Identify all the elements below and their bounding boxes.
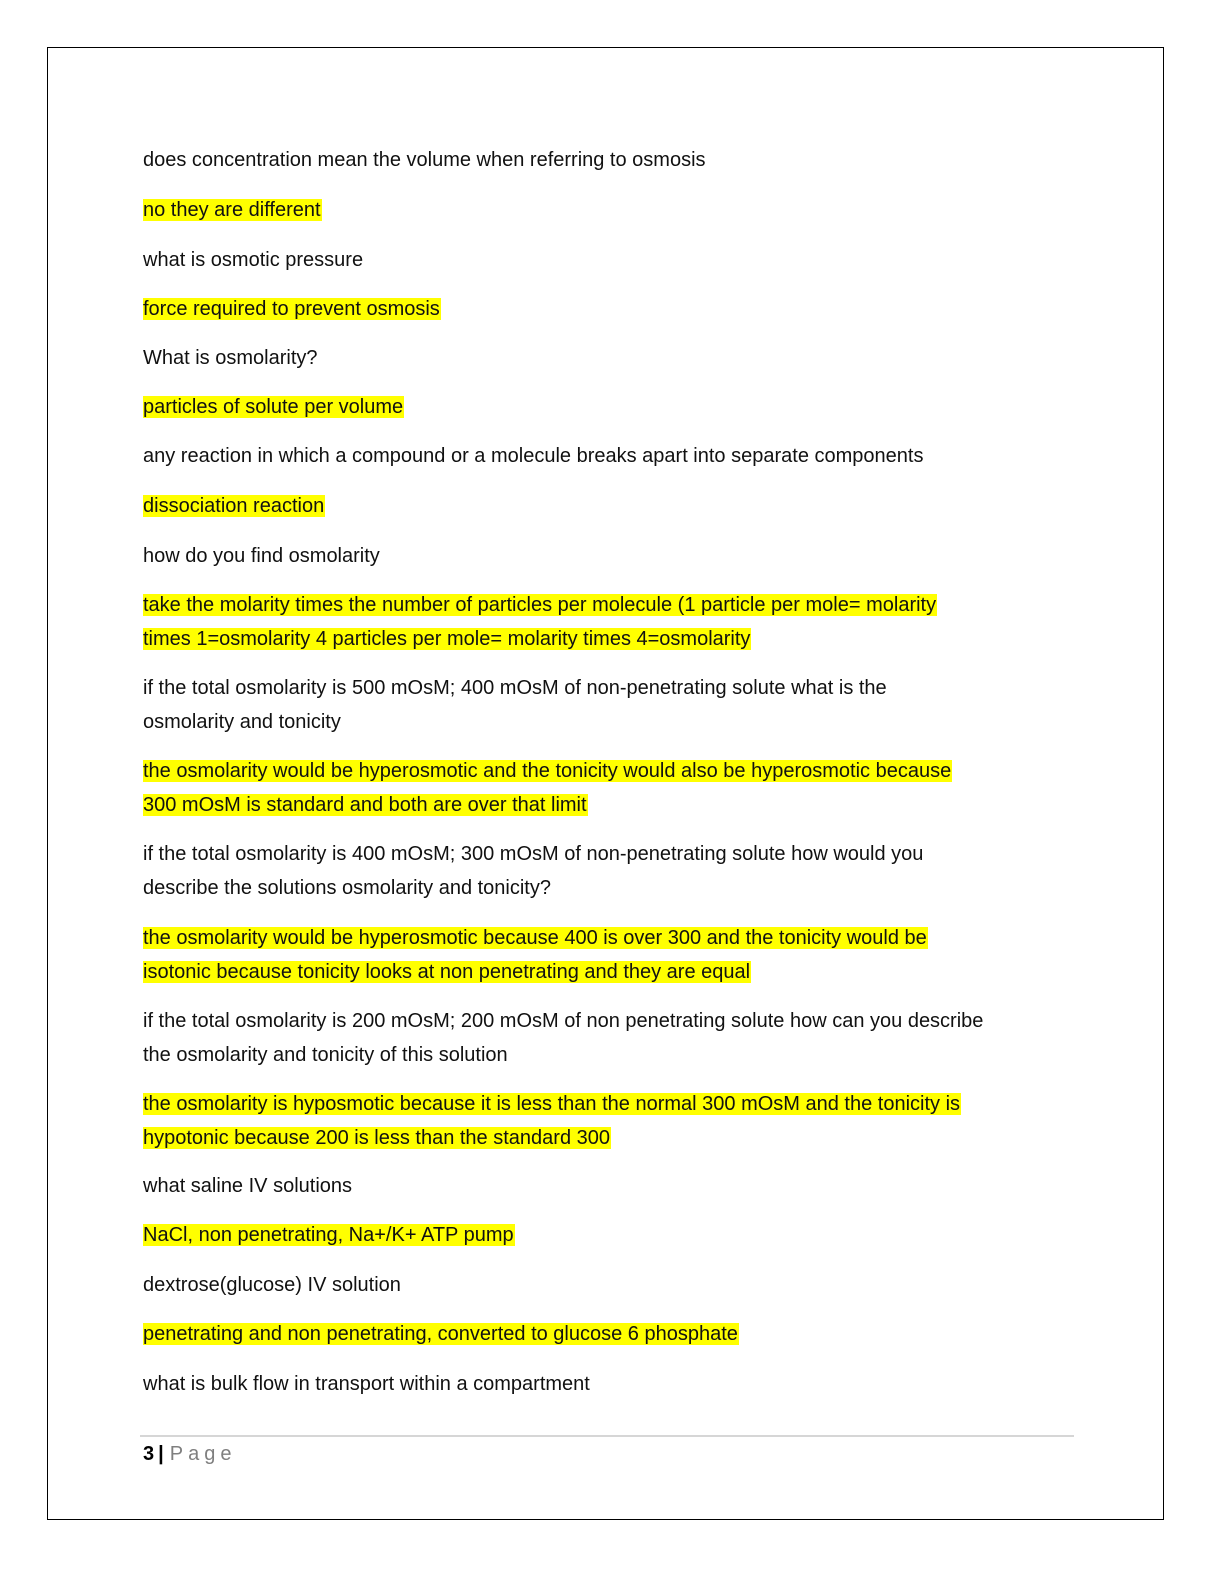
- question-line: [143, 541, 380, 571]
- text: osmolarity and tonicity: [143, 711, 341, 733]
- question-line: [143, 1171, 352, 1201]
- question-line: [143, 245, 363, 275]
- highlighted-text: no they are different: [143, 199, 321, 221]
- footer-divider: [140, 1435, 1074, 1437]
- text: does concentration mean the volume when referring to osmosis: [143, 149, 706, 171]
- highlighted-text: dissociation reaction: [143, 495, 325, 517]
- question-line: [143, 1270, 401, 1300]
- question-line: [143, 873, 551, 903]
- answer-line: [143, 1319, 739, 1349]
- question-line: [143, 145, 706, 175]
- highlighted-text: penetrating and non penetrating, converted to glucose 6 phosphate: [143, 1323, 738, 1345]
- question-line: [143, 673, 887, 703]
- answer-line: [143, 294, 441, 324]
- text: how do you find osmolarity: [143, 545, 380, 567]
- question-line: [143, 343, 318, 373]
- question-line: [143, 1040, 508, 1070]
- highlighted-text: particles of solute per volume: [143, 396, 404, 418]
- answer-line: [143, 790, 588, 820]
- highlighted-text: 300 mOsM is standard and both are over that limit: [143, 794, 587, 816]
- question-line: [143, 1006, 983, 1036]
- text: if the total osmolarity is 400 mOsM; 300 mOsM of non-penetrating solute how would you: [143, 843, 924, 865]
- answer-line: [143, 195, 322, 225]
- page-footer: [143, 1441, 236, 1467]
- text: what is bulk flow in transport within a compartment: [143, 1373, 590, 1395]
- question-line: [143, 707, 341, 737]
- highlighted-text: hypotonic because 200 is less than the standard 300: [143, 1127, 610, 1149]
- question-line: [143, 839, 923, 869]
- highlighted-text: times 1=osmolarity 4 particles per mole= molarity times 4=osmolarity: [143, 628, 751, 650]
- highlighted-text: force required to prevent osmosis: [143, 298, 440, 320]
- answer-line: [143, 392, 404, 422]
- page-number: 3: [143, 1443, 155, 1465]
- highlighted-text: isotonic because tonicity looks at non penetrating and they are equal: [143, 961, 751, 983]
- text: what saline IV solutions: [143, 1175, 353, 1197]
- text: if the total osmolarity is 200 mOsM; 200 mOsM of non penetrating solute how can you describe: [143, 1010, 984, 1032]
- page-label: Page: [169, 1443, 237, 1465]
- text: the osmolarity and tonicity of this solution: [143, 1044, 508, 1066]
- answer-line: [143, 1089, 961, 1119]
- answer-line: [143, 923, 928, 953]
- text: What is osmolarity?: [143, 347, 318, 369]
- answer-line: [143, 1123, 611, 1153]
- highlighted-text: take the molarity times the number of particles per molecule (1 particle per mole= molarity: [143, 594, 937, 616]
- footer-separator: |: [158, 1443, 164, 1465]
- text: if the total osmolarity is 500 mOsM; 400 mOsM of non-penetrating solute what is the: [143, 677, 887, 699]
- text: what is osmotic pressure: [143, 249, 364, 271]
- highlighted-text: the osmolarity is hyposmotic because it is less than the normal 300 mOsM and the tonicity is: [143, 1093, 961, 1115]
- answer-line: [143, 491, 325, 521]
- question-line: [143, 441, 923, 471]
- text: any reaction in which a compound or a molecule breaks apart into separate components: [143, 445, 924, 467]
- answer-line: [143, 590, 937, 620]
- answer-line: [143, 957, 751, 987]
- answer-line: [143, 624, 751, 654]
- text: dextrose(glucose) IV solution: [143, 1274, 401, 1296]
- text: describe the solutions osmolarity and tonicity?: [143, 877, 551, 899]
- question-line: [143, 1369, 590, 1399]
- highlighted-text: the osmolarity would be hyperosmotic because 400 is over 300 and the tonicity would be: [143, 927, 927, 949]
- answer-line: [143, 756, 952, 786]
- highlighted-text: NaCl, non penetrating, Na+/K+ ATP pump: [143, 1224, 514, 1246]
- highlighted-text: the osmolarity would be hyperosmotic and the tonicity would also be hyperosmotic because: [143, 760, 952, 782]
- answer-line: [143, 1220, 515, 1250]
